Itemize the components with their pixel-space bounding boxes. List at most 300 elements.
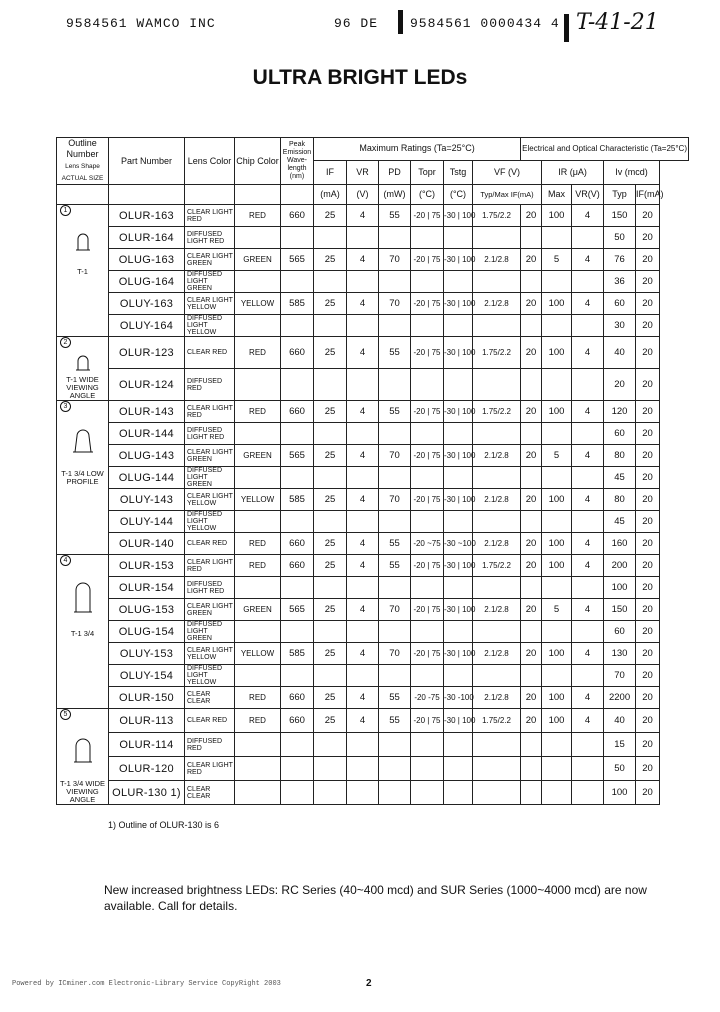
tstg-cell <box>444 271 473 293</box>
tstg-cell: -30 ~100 <box>444 533 473 555</box>
pd-cell <box>379 511 411 533</box>
table-row <box>57 227 689 249</box>
if-cell: 25 <box>314 249 347 271</box>
vf-cell <box>473 271 521 293</box>
vf-if-cell <box>521 665 542 687</box>
ir-vr-cell: 4 <box>572 709 604 733</box>
peak-cell <box>281 271 314 293</box>
lens-color-cell: DIFFUSED RED <box>185 733 235 757</box>
if-header: IF <box>314 160 347 184</box>
pd-cell: 70 <box>379 489 411 511</box>
handwritten-note: T-41-21 <box>576 10 659 35</box>
tstg-cell: -30 | 100 <box>444 337 473 369</box>
tstg-cell <box>444 577 473 599</box>
peak-cell <box>281 423 314 445</box>
chip-color-cell <box>235 511 281 533</box>
lens-color-cell: CLEAR LIGHT YELLOW <box>185 643 235 665</box>
peak-cell: 585 <box>281 643 314 665</box>
peak-wavelength-header: Peak Emission Wave-length (nm) <box>281 138 314 185</box>
ir-cell <box>542 467 572 489</box>
table-row <box>57 599 689 621</box>
tstg-cell <box>444 315 473 337</box>
ir-vr-cell: 4 <box>572 445 604 467</box>
tstg-cell <box>444 467 473 489</box>
lens-color-cell: CLEAR LIGHT RED <box>185 205 235 227</box>
topr-cell <box>411 577 444 599</box>
lens-color-cell: DIFFUSED LIGHT GREEN <box>185 271 235 293</box>
lens-color-cell: CLEAR RED <box>185 533 235 555</box>
ir-vr-cell <box>572 621 604 643</box>
lens-color-cell: DIFFUSED LIGHT YELLOW <box>185 665 235 687</box>
tstg-cell: -30 | 100 <box>444 249 473 271</box>
chip-color-cell <box>235 315 281 337</box>
vf-cell <box>473 315 521 337</box>
lens-color-cell: DIFFUSED RED <box>185 369 235 401</box>
led-t1-icon <box>75 230 91 252</box>
peak-cell: 660 <box>281 337 314 369</box>
iv-typ-cell: 70 <box>604 665 636 687</box>
vf-cell: 1.75/2.2 <box>473 555 521 577</box>
lens-color-cell: DIFFUSED LIGHT YELLOW <box>185 315 235 337</box>
iv-typ-cell: 100 <box>604 781 636 805</box>
ir-cell <box>542 423 572 445</box>
max-ratings-header: Maximum Ratings (Ta=25°C) <box>314 138 521 161</box>
chip-color-cell: GREEN <box>235 599 281 621</box>
vf-cell: 2.1/2.8 <box>473 687 521 709</box>
ir-vr-cell <box>572 227 604 249</box>
iv-if-cell: 20 <box>636 445 660 467</box>
peak-cell <box>281 577 314 599</box>
chip-color-cell <box>235 577 281 599</box>
lens-color-cell: CLEAR LIGHT GREEN <box>185 249 235 271</box>
table-row <box>57 665 689 687</box>
led-t1-34-icon <box>72 580 94 614</box>
table-row <box>57 249 689 271</box>
ir-vr-cell <box>572 467 604 489</box>
topr-unit: (°C) <box>411 185 444 205</box>
ir-vr-cell <box>572 781 604 805</box>
tstg-cell <box>444 621 473 643</box>
peak-cell: 660 <box>281 533 314 555</box>
vr-cell <box>347 621 379 643</box>
table-row <box>57 293 689 315</box>
pd-cell <box>379 271 411 293</box>
iv-typ-cell: 80 <box>604 489 636 511</box>
vf-if-cell: 20 <box>521 555 542 577</box>
pd-cell <box>379 757 411 781</box>
outline-cell <box>57 709 109 805</box>
chip-color-header: Chip Color <box>235 138 281 185</box>
peak-cell: 565 <box>281 445 314 467</box>
vr-cell: 4 <box>347 555 379 577</box>
ir-cell: 100 <box>542 205 572 227</box>
table-row <box>57 401 689 423</box>
ir-cell: 100 <box>542 533 572 555</box>
outline-number: 1 <box>60 205 71 216</box>
iv-if-cell: 20 <box>636 511 660 533</box>
iv-typ-cell: 150 <box>604 205 636 227</box>
topr-cell <box>411 757 444 781</box>
document-code-left: 9584561 WAMCO INC <box>66 16 216 31</box>
spec-table <box>56 137 689 805</box>
lens-color-cell: DIFFUSED LIGHT RED <box>185 227 235 249</box>
ir-vr-cell: 4 <box>572 687 604 709</box>
chip-color-cell: RED <box>235 401 281 423</box>
ir-header: IR (μA) <box>542 160 604 184</box>
document-number: 9584561 0000434 4 <box>410 16 560 31</box>
vf-cell: 2.1/2.8 <box>473 445 521 467</box>
iv-typ-cell: 40 <box>604 337 636 369</box>
pd-cell: 55 <box>379 555 411 577</box>
if-cell <box>314 315 347 337</box>
ir-vr-cell <box>572 665 604 687</box>
topr-cell: -20 | 75 <box>411 555 444 577</box>
vr-cell <box>347 757 379 781</box>
lens-shape <box>57 426 108 456</box>
lens-shape <box>57 734 108 766</box>
lens-color-cell: CLEAR RED <box>185 337 235 369</box>
lens-color-cell: DIFFUSED LIGHT RED <box>185 577 235 599</box>
peak-cell <box>281 665 314 687</box>
lens-color-cell: CLEAR LIGHT YELLOW <box>185 489 235 511</box>
part-number-cell: OLUR-153 <box>109 555 185 577</box>
iv-if-cell: 20 <box>636 467 660 489</box>
tstg-cell: -30 | 100 <box>444 489 473 511</box>
topr-cell: -20 | 75 <box>411 293 444 315</box>
vf-if-cell: 20 <box>521 445 542 467</box>
if-cell <box>314 423 347 445</box>
peak-cell: 660 <box>281 401 314 423</box>
ir-cell <box>542 577 572 599</box>
vf-cell <box>473 621 521 643</box>
iv-if-cell: 20 <box>636 733 660 757</box>
if-cell: 25 <box>314 599 347 621</box>
iv-if-cell: 20 <box>636 423 660 445</box>
topr-cell <box>411 621 444 643</box>
lens-color-cell: CLEAR CLEAR <box>185 687 235 709</box>
pd-cell: 70 <box>379 249 411 271</box>
lens-color-header: Lens Color <box>185 138 235 185</box>
iv-if-cell: 20 <box>636 315 660 337</box>
vf-cell: 2.1/2.8 <box>473 293 521 315</box>
vf-cell: 1.75/2.2 <box>473 337 521 369</box>
vf-cell <box>473 467 521 489</box>
part-number-cell: OLUR-144 <box>109 423 185 445</box>
iv-typ-header: Typ <box>604 185 636 205</box>
iv-if-cell: 20 <box>636 369 660 401</box>
peak-cell: 565 <box>281 599 314 621</box>
tstg-unit: (°C) <box>444 185 473 205</box>
topr-cell: -20 | 75 <box>411 489 444 511</box>
ir-cell: 100 <box>542 643 572 665</box>
part-number-cell: OLUR-164 <box>109 227 185 249</box>
part-number-cell: OLUG-163 <box>109 249 185 271</box>
vr-cell: 4 <box>347 533 379 555</box>
outline-number: 4 <box>60 555 71 566</box>
chip-color-cell <box>235 271 281 293</box>
topr-cell: -20 | 75 <box>411 401 444 423</box>
iv-if-header: IF(mA) <box>636 185 660 205</box>
table-row <box>57 757 689 781</box>
ir-vr-cell: 4 <box>572 533 604 555</box>
if-cell: 25 <box>314 205 347 227</box>
iv-if-cell: 20 <box>636 781 660 805</box>
ir-vr-cell: 4 <box>572 293 604 315</box>
part-number-cell: OLUR-140 <box>109 533 185 555</box>
chip-color-cell: RED <box>235 709 281 733</box>
vf-if-cell: 20 <box>521 709 542 733</box>
if-cell: 25 <box>314 533 347 555</box>
ir-vr-cell <box>572 733 604 757</box>
ir-vr-cell: 4 <box>572 599 604 621</box>
tstg-cell <box>444 227 473 249</box>
vf-cell: 2.1/2.8 <box>473 643 521 665</box>
vf-if-cell: 20 <box>521 599 542 621</box>
lens-color-cell: CLEAR LIGHT GREEN <box>185 599 235 621</box>
iv-if-cell: 20 <box>636 599 660 621</box>
vr-cell: 4 <box>347 249 379 271</box>
table-row <box>57 687 689 709</box>
table-row <box>57 511 689 533</box>
chip-color-cell <box>235 781 281 805</box>
vr-cell: 4 <box>347 687 379 709</box>
ir-cell: 5 <box>542 445 572 467</box>
iv-typ-cell: 50 <box>604 227 636 249</box>
peak-cell <box>281 781 314 805</box>
vr-cell: 4 <box>347 293 379 315</box>
iv-if-cell: 20 <box>636 205 660 227</box>
ir-cell <box>542 271 572 293</box>
pd-cell <box>379 369 411 401</box>
vf-if-cell <box>521 423 542 445</box>
iv-typ-cell: 15 <box>604 733 636 757</box>
ir-vr-cell <box>572 511 604 533</box>
if-cell: 25 <box>314 687 347 709</box>
ir-cell: 100 <box>542 293 572 315</box>
topr-cell <box>411 227 444 249</box>
table-row <box>57 555 689 577</box>
topr-cell <box>411 733 444 757</box>
chip-color-cell <box>235 757 281 781</box>
vf-if-cell: 20 <box>521 249 542 271</box>
ir-cell <box>542 781 572 805</box>
peak-cell <box>281 757 314 781</box>
vr-cell: 4 <box>347 205 379 227</box>
ir-cell: 100 <box>542 687 572 709</box>
iv-typ-cell: 80 <box>604 445 636 467</box>
part-number-cell: OLUG-153 <box>109 599 185 621</box>
if-cell: 25 <box>314 555 347 577</box>
lens-color-cell: DIFFUSED LIGHT GREEN <box>185 621 235 643</box>
iv-typ-cell: 100 <box>604 577 636 599</box>
peak-cell <box>281 369 314 401</box>
ir-vr-cell <box>572 315 604 337</box>
iv-typ-cell: 2200 <box>604 687 636 709</box>
iv-typ-cell: 200 <box>604 555 636 577</box>
vf-cell <box>473 733 521 757</box>
table-row <box>57 577 689 599</box>
tstg-cell: -30 | 100 <box>444 445 473 467</box>
vr-cell: 4 <box>347 337 379 369</box>
vf-if-cell <box>521 781 542 805</box>
lens-shape <box>57 230 108 254</box>
iv-if-cell: 20 <box>636 271 660 293</box>
if-cell: 25 <box>314 337 347 369</box>
chip-color-cell <box>235 621 281 643</box>
chip-color-cell: GREEN <box>235 249 281 271</box>
iv-if-cell: 20 <box>636 337 660 369</box>
vf-if-cell <box>521 511 542 533</box>
vf-cell <box>473 511 521 533</box>
iv-typ-cell: 30 <box>604 315 636 337</box>
topr-cell: -20 -75 <box>411 687 444 709</box>
vf-if-cell <box>521 227 542 249</box>
part-number-cell: OLUY-164 <box>109 315 185 337</box>
ir-cell: 100 <box>542 555 572 577</box>
if-cell <box>314 781 347 805</box>
vf-cell <box>473 227 521 249</box>
peak-cell: 660 <box>281 555 314 577</box>
iv-if-cell: 20 <box>636 227 660 249</box>
topr-cell: -20 | 75 <box>411 249 444 271</box>
ir-vr-cell: 4 <box>572 401 604 423</box>
footnote: 1) Outline of OLUR-130 is 6 <box>108 820 220 830</box>
vf-if-cell <box>521 467 542 489</box>
topr-cell <box>411 665 444 687</box>
outline-label: T-1 3/4 <box>70 629 95 638</box>
ir-vr-cell <box>572 423 604 445</box>
lens-color-cell: CLEAR LIGHT RED <box>185 555 235 577</box>
vf-if-cell <box>521 733 542 757</box>
ir-vr-cell: 4 <box>572 249 604 271</box>
iv-header: Iv (mcd) <box>604 160 660 184</box>
vr-cell <box>347 665 379 687</box>
iv-if-cell: 20 <box>636 621 660 643</box>
topr-cell: -20 | 75 <box>411 599 444 621</box>
pd-cell: 55 <box>379 205 411 227</box>
chip-color-cell <box>235 665 281 687</box>
part-number-cell: OLUR-120 <box>109 757 185 781</box>
document-code-right: 96 DE <box>334 16 379 31</box>
vf-if-cell <box>521 577 542 599</box>
chip-color-cell <box>235 423 281 445</box>
if-cell: 25 <box>314 489 347 511</box>
ir-cell: 100 <box>542 401 572 423</box>
tstg-cell <box>444 757 473 781</box>
outline-header: Outline Number Lens Shape ACTUAL SIZE <box>57 138 109 185</box>
vf-if-cell: 20 <box>521 687 542 709</box>
tstg-cell: -30 | 100 <box>444 709 473 733</box>
lens-color-cell: CLEAR LIGHT RED <box>185 757 235 781</box>
part-number-cell: OLUR-130 1) <box>109 781 185 805</box>
pd-cell <box>379 227 411 249</box>
led-t1-wide-icon <box>75 350 91 372</box>
tstg-cell <box>444 665 473 687</box>
ir-cell <box>542 733 572 757</box>
pd-unit: (mW) <box>379 185 411 205</box>
vr-cell <box>347 511 379 533</box>
header-mark <box>398 10 403 34</box>
iv-typ-cell: 36 <box>604 271 636 293</box>
credit-line: Powered by ICminer.com Electronic-Library Service CopyRight 2003 <box>12 980 281 988</box>
chip-color-cell: RED <box>235 555 281 577</box>
iv-typ-cell: 60 <box>604 423 636 445</box>
peak-cell <box>281 315 314 337</box>
pd-cell: 55 <box>379 533 411 555</box>
table-row <box>57 621 689 643</box>
lens-color-cell: CLEAR LIGHT RED <box>185 401 235 423</box>
outline-cell <box>57 205 109 337</box>
chip-color-cell: RED <box>235 337 281 369</box>
ir-vr-cell <box>572 369 604 401</box>
ir-vr-cell: 4 <box>572 205 604 227</box>
vf-if-cell: 20 <box>521 643 542 665</box>
ir-vr-cell <box>572 271 604 293</box>
chip-color-cell: RED <box>235 687 281 709</box>
tstg-cell: -30 | 100 <box>444 555 473 577</box>
topr-cell: -20 ~75 <box>411 533 444 555</box>
topr-cell: -20 | 75 <box>411 709 444 733</box>
part-number-cell: OLUY-163 <box>109 293 185 315</box>
iv-if-cell: 20 <box>636 401 660 423</box>
vr-cell: 4 <box>347 643 379 665</box>
tstg-cell: -30 -100 <box>444 687 473 709</box>
part-number-cell: OLUG-154 <box>109 621 185 643</box>
vf-if-cell <box>521 369 542 401</box>
vf-cell <box>473 369 521 401</box>
topr-cell <box>411 781 444 805</box>
vf-if-cell <box>521 621 542 643</box>
outline-label: T-1 3/4 WIDE VIEWING ANGLE <box>59 779 105 804</box>
ir-vr-cell: 4 <box>572 489 604 511</box>
lens-color-cell: DIFFUSED LIGHT GREEN <box>185 467 235 489</box>
chip-color-cell: GREEN <box>235 445 281 467</box>
outline-number: 2 <box>60 337 71 348</box>
tstg-cell <box>444 423 473 445</box>
peak-cell <box>281 511 314 533</box>
if-cell <box>314 621 347 643</box>
pd-header: PD <box>379 160 411 184</box>
part-number-cell: OLUR-163 <box>109 205 185 227</box>
ir-vr-cell: 4 <box>572 643 604 665</box>
if-cell: 25 <box>314 445 347 467</box>
tstg-cell: -30 | 100 <box>444 643 473 665</box>
table-row <box>57 709 689 733</box>
topr-cell: -20 | 75 <box>411 445 444 467</box>
vf-cell: 2.1/2.8 <box>473 489 521 511</box>
iv-if-cell: 20 <box>636 643 660 665</box>
vf-cell <box>473 757 521 781</box>
outline-label: T-1 WIDE VIEWING ANGLE <box>66 375 99 400</box>
part-number-cell: OLUR-124 <box>109 369 185 401</box>
pd-cell: 55 <box>379 337 411 369</box>
vf-cell <box>473 665 521 687</box>
peak-cell <box>281 733 314 757</box>
lens-color-cell: CLEAR CLEAR <box>185 781 235 805</box>
ir-cell: 100 <box>542 337 572 369</box>
outline-label: T-1 <box>77 267 88 276</box>
chip-color-cell: YELLOW <box>235 293 281 315</box>
part-number-cell: OLUR-150 <box>109 687 185 709</box>
tstg-cell: -30 | 100 <box>444 293 473 315</box>
iv-if-cell: 20 <box>636 757 660 781</box>
pd-cell: 55 <box>379 709 411 733</box>
pd-cell <box>379 621 411 643</box>
vr-header: VR <box>347 160 379 184</box>
vf-cell: 2.1/2.8 <box>473 249 521 271</box>
outline-number: 3 <box>60 401 71 412</box>
vr-cell <box>347 227 379 249</box>
